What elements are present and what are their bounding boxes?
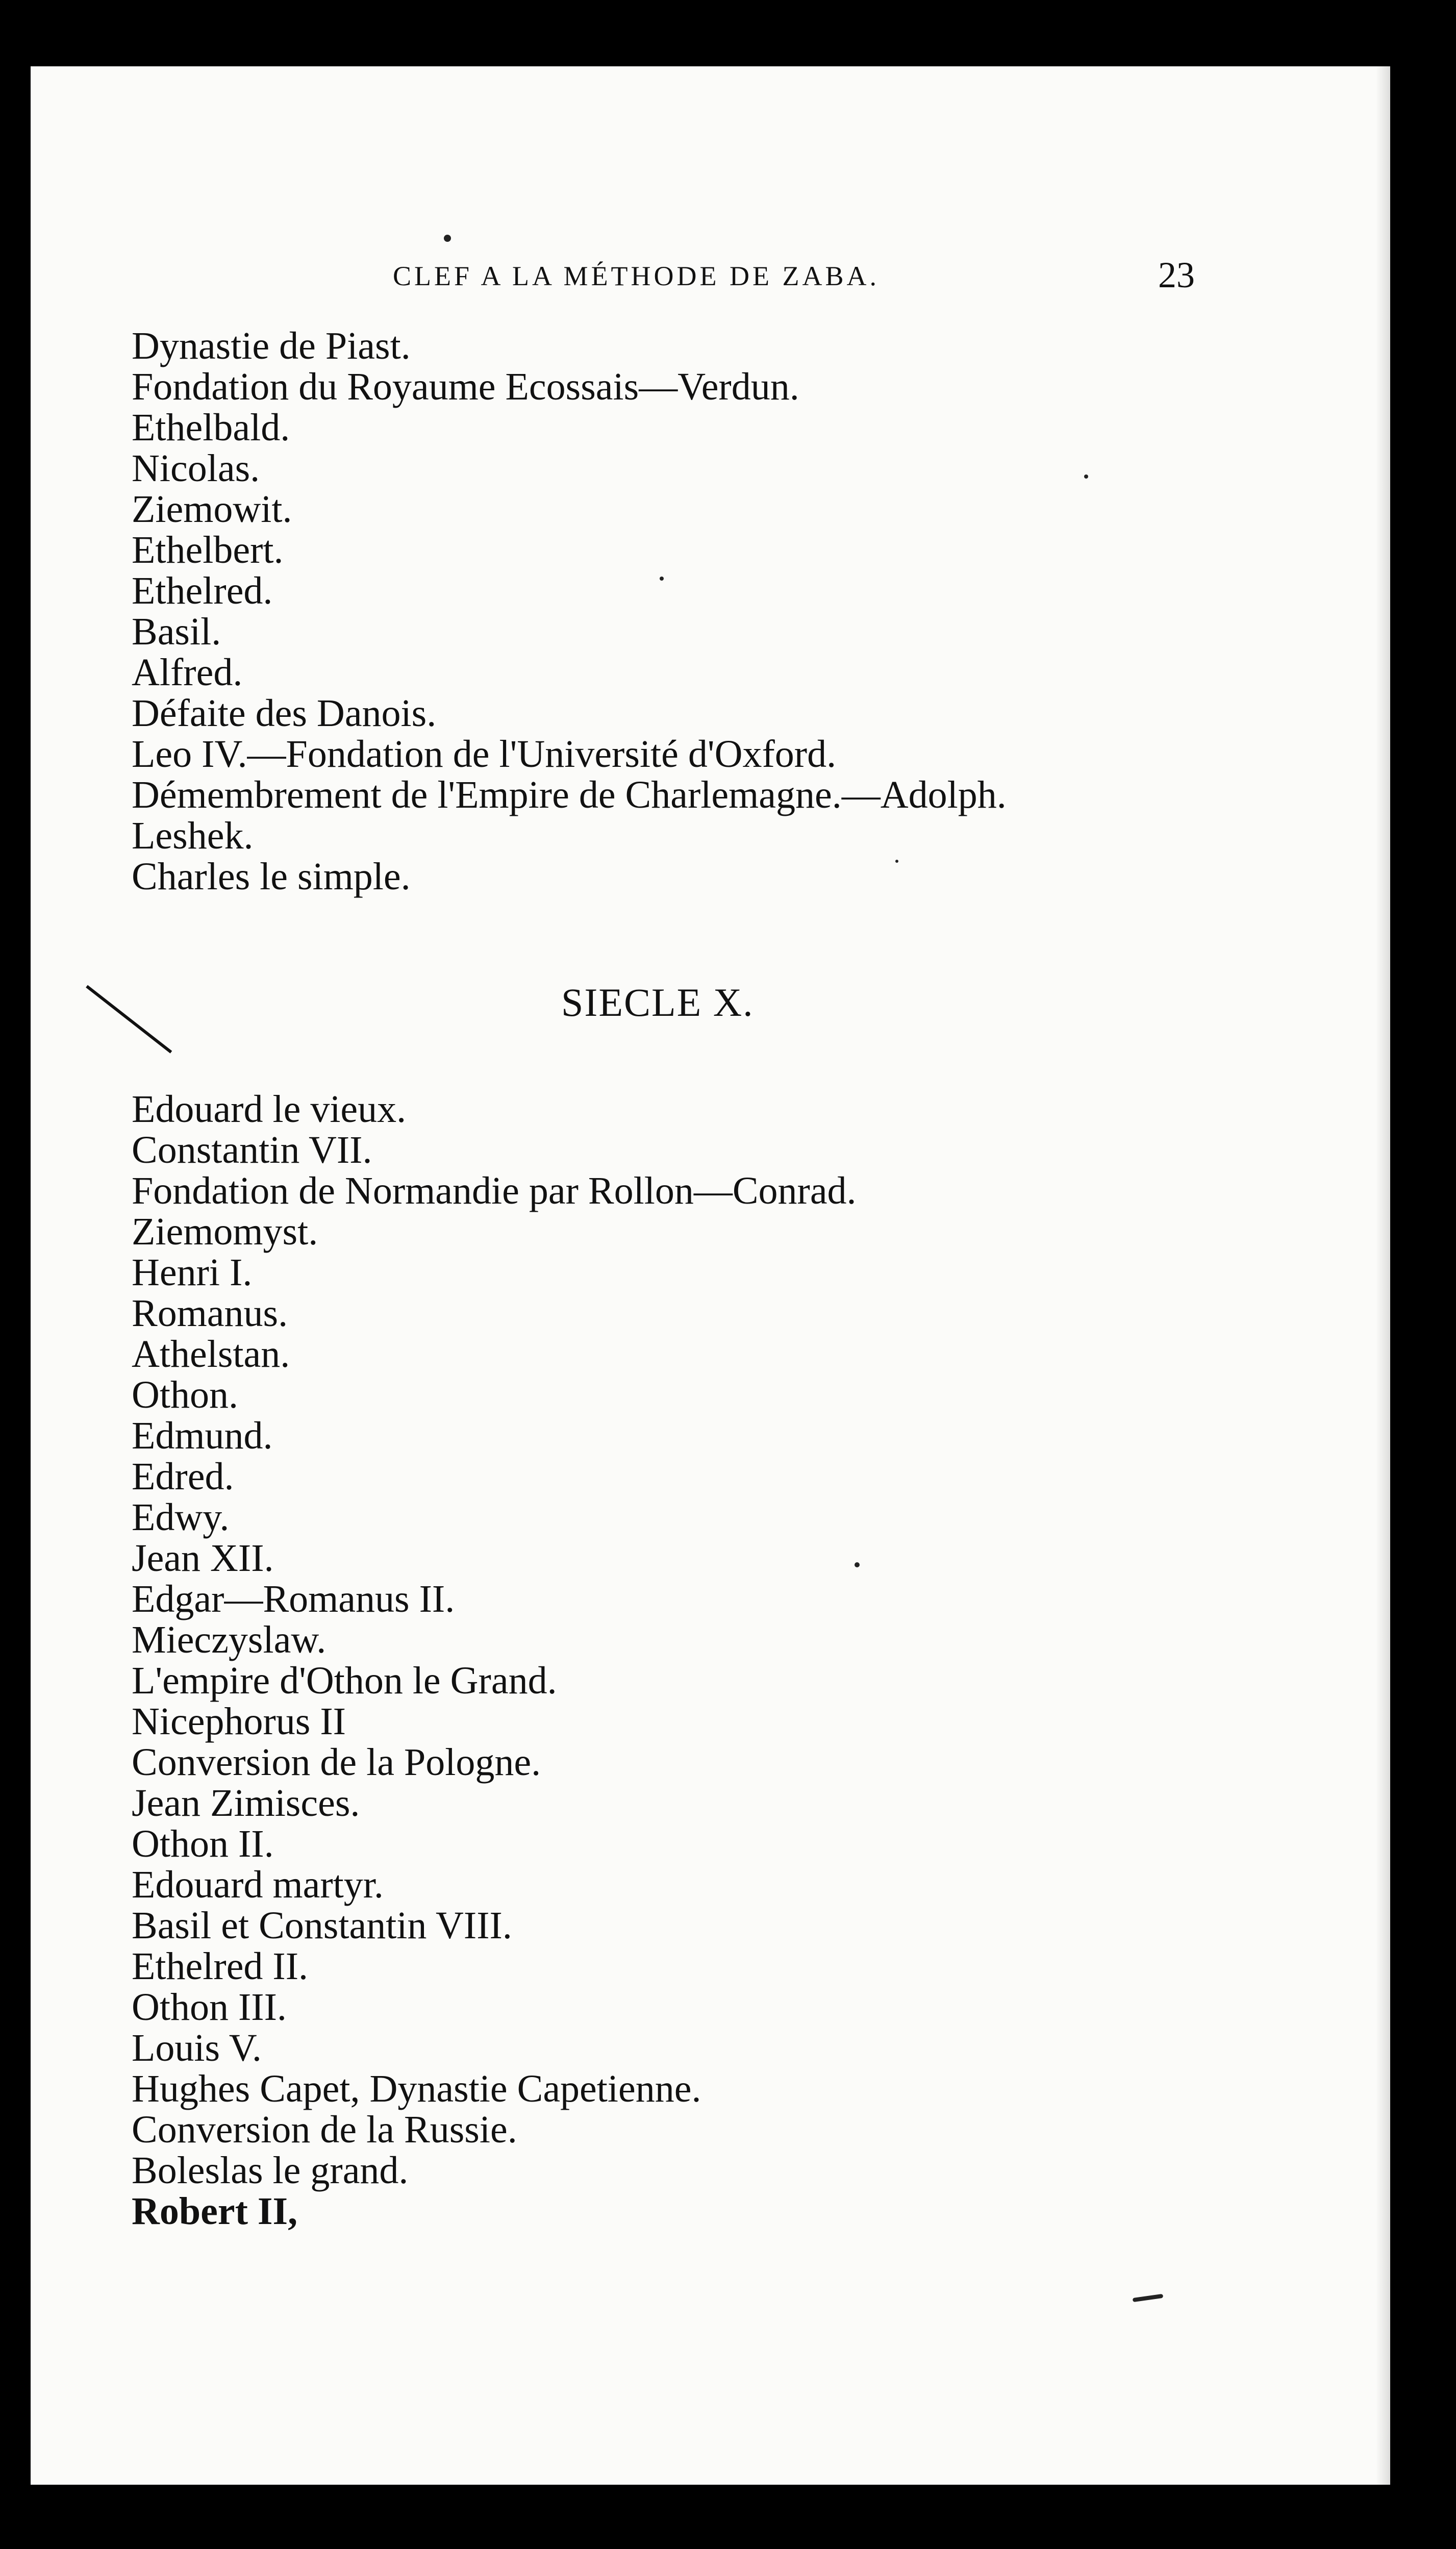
list-item: Constantin VII.	[132, 1129, 372, 1171]
list-item: Edred.	[132, 1455, 234, 1498]
list-item: Ziemomyst.	[132, 1210, 318, 1253]
list-item: Edgar—Romanus II.	[132, 1578, 455, 1620]
list-item: Louis V.	[132, 2027, 262, 2069]
scan-speck	[444, 235, 451, 242]
list-item: L'empire d'Othon le Grand.	[132, 1659, 557, 1702]
list-item: Nicephorus II	[132, 1700, 346, 1743]
scan-speck	[660, 577, 664, 581]
list-item: Robert II,	[132, 2190, 298, 2233]
list-item: Edmund.	[132, 1414, 273, 1457]
scan-speck	[1133, 2294, 1164, 2302]
list-item: Ziemowit.	[132, 488, 292, 531]
margin-pen-stroke	[86, 985, 172, 1054]
entry-list-after	[132, 1089, 857, 2232]
page-edge-shadow	[1376, 66, 1390, 2485]
list-item: Leo IV.—Fondation de l'Université d'Oxford.	[132, 733, 837, 776]
entry-list-before	[132, 326, 1007, 897]
book-page	[31, 66, 1390, 2485]
scan-speck	[855, 1562, 860, 1567]
list-item: Alfred.	[132, 651, 243, 694]
list-item: Nicolas.	[132, 447, 260, 490]
list-item: Ethelbald.	[132, 406, 290, 449]
list-item: Mieczyslaw.	[132, 1618, 327, 1661]
section-heading: SIECLE X.	[561, 980, 754, 1024]
list-item: Edouard le vieux.	[132, 1088, 407, 1131]
list-item: Edouard martyr.	[132, 1863, 384, 1906]
list-item: Romanus.	[132, 1292, 288, 1335]
list-item: Basil et Constantin VIII.	[132, 1904, 512, 1947]
list-item: Othon III.	[132, 1986, 287, 2029]
page-number: 23	[1158, 255, 1195, 295]
list-item: Boleslas le grand.	[132, 2149, 409, 2192]
list-item: Fondation de Normandie par Rollon—Conrad.	[132, 1169, 857, 1212]
list-item: Défaite des Danois.	[132, 692, 437, 735]
list-item: Jean Zimisces.	[132, 1782, 360, 1825]
list-item: Conversion de la Pologne.	[132, 1741, 541, 1784]
list-item: Ethelred.	[132, 569, 273, 612]
list-item: Hughes Capet, Dynastie Capetienne.	[132, 2067, 701, 2110]
list-item: Conversion de la Russie.	[132, 2108, 517, 2151]
list-item: Leshek.	[132, 814, 254, 857]
list-item: Charles le simple.	[132, 855, 411, 898]
scan-speck	[1084, 474, 1088, 479]
list-item: Othon.	[132, 1373, 238, 1416]
list-item: Athelstan.	[132, 1333, 290, 1376]
list-item: Edwy.	[132, 1496, 230, 1539]
list-item: Dynastie de Piast.	[132, 324, 411, 367]
list-item: Démembrement de l'Empire de Charlemagne.—Adolph.	[132, 773, 1007, 816]
list-item: Othon II.	[132, 1822, 274, 1865]
list-item: Basil.	[132, 610, 221, 653]
list-item: Ethelbert.	[132, 529, 284, 571]
list-item: Fondation du Royaume Ecossais—Verdun.	[132, 365, 799, 408]
list-item: Ethelred II.	[132, 1945, 309, 1988]
list-item: Jean XII.	[132, 1537, 274, 1580]
list-item: Henri I.	[132, 1251, 253, 1294]
running-head: CLEF A LA MÉTHODE DE ZABA.	[393, 261, 880, 291]
scan-speck	[895, 860, 898, 863]
